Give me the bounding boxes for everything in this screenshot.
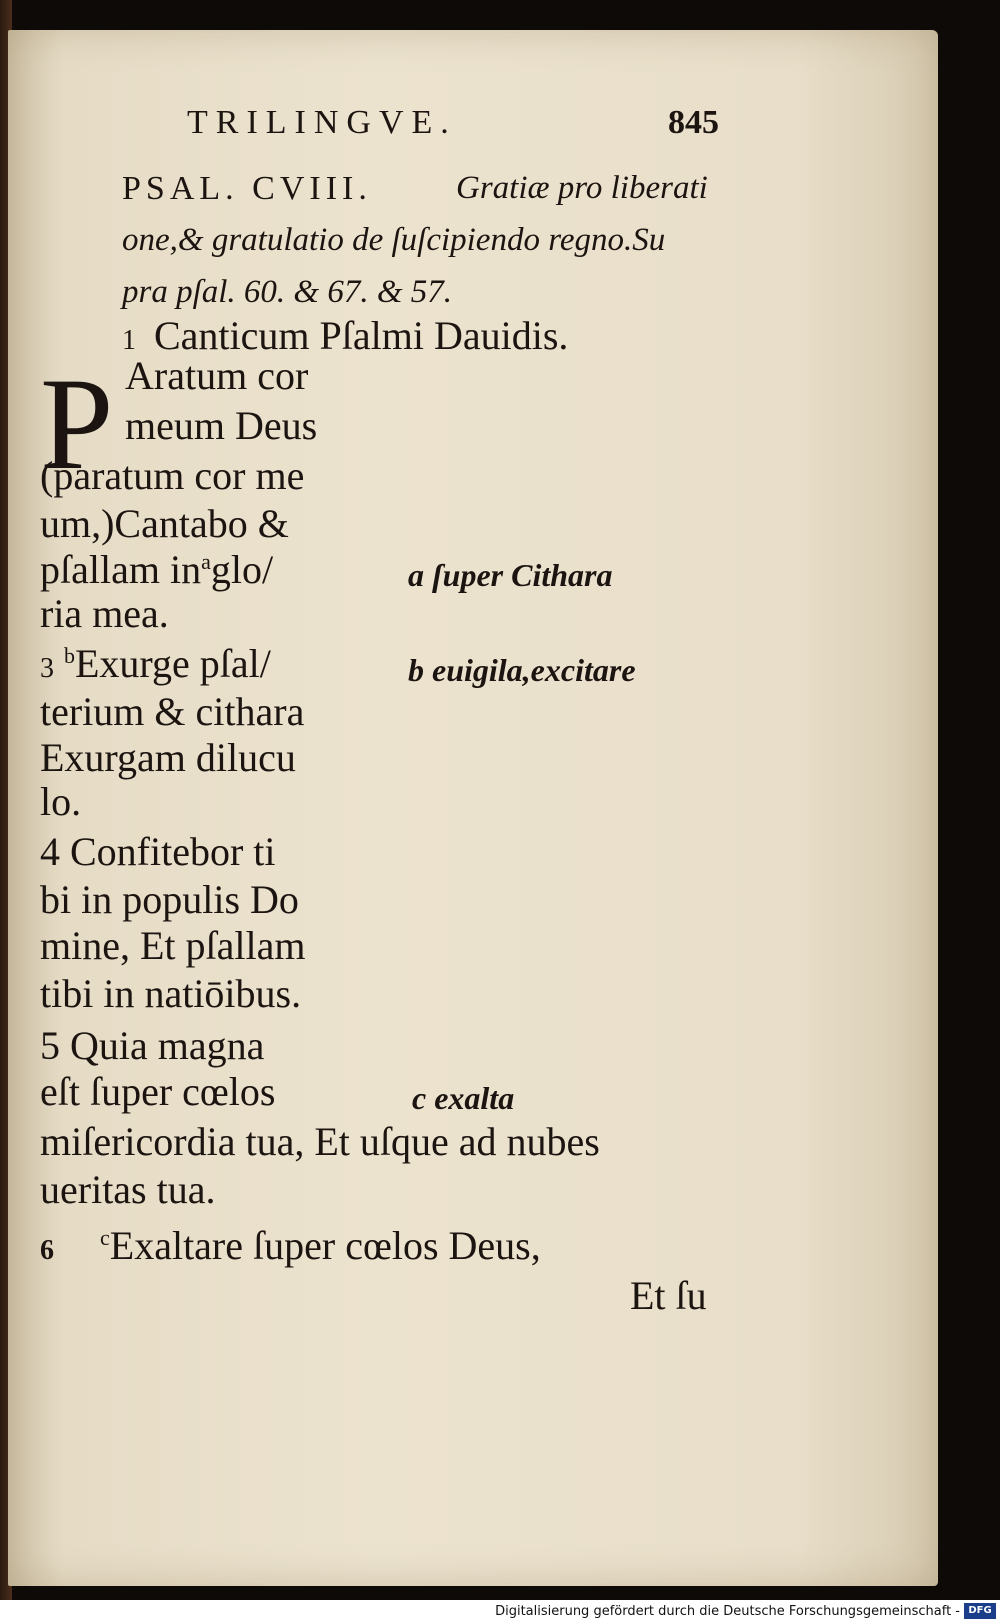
margin-note-c: c exalta: [412, 1080, 515, 1116]
digitization-footer: [0, 1600, 1000, 1622]
text-line: lo.: [40, 779, 82, 824]
text-line: [40, 1222, 541, 1269]
text-line: meum Deus: [125, 403, 318, 448]
text-line: eſt ſuper cœlos: [40, 1069, 276, 1114]
text-segment: glo/: [210, 547, 274, 592]
psalm-summary-line-1: Gratiæ pro liberati: [456, 170, 708, 206]
text-line: Exurgam dilucu: [40, 735, 296, 780]
catchword: Et ſu: [630, 1273, 707, 1318]
text-line: Aratum cor: [125, 353, 309, 398]
text-line: mine, Et pſallam: [40, 923, 306, 968]
psalm-number: PSAL. CVIII.: [122, 170, 372, 207]
text-line: um,)Cantabo &: [40, 501, 289, 546]
page-number: 845: [668, 104, 719, 141]
text-line: [40, 546, 273, 593]
note-marker-b: b: [64, 643, 75, 668]
margin-note-a: a ſuper Cithara: [408, 557, 613, 593]
text-line: 4 Confitebor ti: [40, 829, 276, 874]
psalm-title-text: Canticum Pſalmi Dauidis.: [154, 313, 569, 358]
verse-number: 3: [40, 653, 54, 684]
running-head: TRILINGVE.: [187, 104, 457, 141]
book-page: [8, 30, 938, 1586]
text-line: (paratum cor me: [40, 453, 305, 498]
psalm-summary-line-3: pra pſal. 60. & 67. & 57.: [122, 274, 453, 310]
psalm-summary-line-2: one,& gratulatio de ſuſcipiendo regno.Su: [122, 222, 666, 258]
text-segment: Exurge pſal/: [75, 641, 271, 686]
text-line: tibi in natiōibus.: [40, 971, 302, 1016]
verse-number: 1: [122, 325, 136, 356]
verse-number: 6: [40, 1235, 54, 1266]
text-line: miſericordia tua, Et uſque ad nubes: [40, 1119, 600, 1164]
note-marker-c: c: [100, 1225, 110, 1250]
text-line: 5 Quia magna: [40, 1023, 265, 1068]
note-marker-a: a: [201, 549, 211, 574]
text-line: ria mea.: [40, 591, 169, 636]
digitization-credit: Digitalisierung gefördert durch die Deutsche Forschungsgemeinschaft -: [495, 1604, 960, 1619]
text-line: [40, 640, 271, 687]
text-line: ueritas tua.: [40, 1167, 216, 1212]
text-line: terium & cithara: [40, 689, 305, 734]
text-segment: Exaltare ſuper cœlos Deus,: [109, 1223, 541, 1268]
drop-cap: P: [40, 350, 114, 497]
dfg-logo: DFG: [964, 1603, 996, 1619]
text-line: bi in populis Do: [40, 877, 299, 922]
margin-note-b: b euigila,excitare: [408, 652, 636, 688]
text-segment: pſallam in: [40, 547, 202, 592]
